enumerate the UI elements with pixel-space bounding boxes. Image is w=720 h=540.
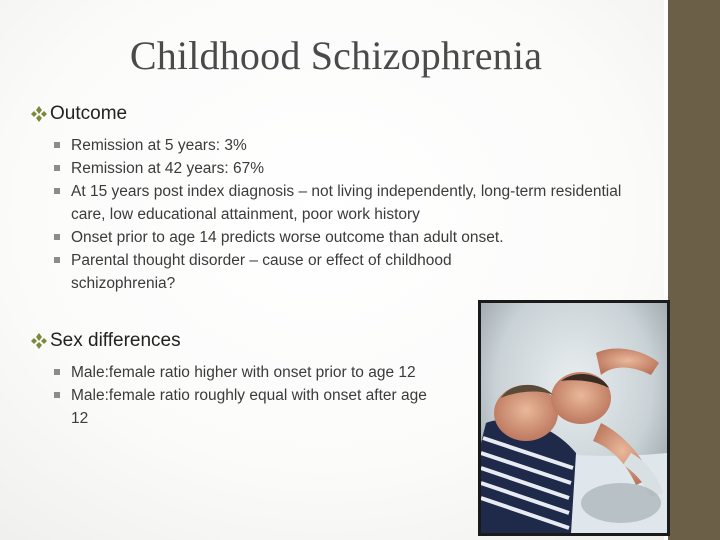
square-bullet-icon <box>54 392 60 398</box>
list-item-text: Male:female ratio higher with onset prior to age 12 <box>71 364 416 381</box>
outcome-list <box>54 134 654 295</box>
list-item-text: Onset prior to age 14 predicts worse outcome than adult onset. <box>71 229 504 246</box>
square-bullet-icon <box>54 234 60 240</box>
section-heading-label: Outcome <box>50 103 128 124</box>
square-bullet-icon <box>54 188 60 194</box>
square-bullet-icon <box>54 257 60 263</box>
diamond-cluster-icon <box>30 105 48 123</box>
list-item <box>54 226 654 249</box>
list-item-text: Remission at 5 years: 3% <box>71 137 247 154</box>
sex-differences-list <box>54 361 439 430</box>
list-item <box>54 157 654 180</box>
side-bar <box>668 0 720 540</box>
list-item <box>54 249 551 295</box>
square-bullet-icon <box>54 165 60 171</box>
slide-title: Childhood Schizophrenia <box>129 33 543 78</box>
square-bullet-icon <box>54 142 60 148</box>
photo-illustration <box>481 303 667 533</box>
section-heading-sex-differences <box>30 330 181 352</box>
list-item <box>54 180 641 226</box>
list-item <box>54 361 439 384</box>
list-item-text: Remission at 42 years: 67% <box>71 160 264 177</box>
section-heading-outcome <box>30 103 127 125</box>
list-item-text: Male:female ratio roughly equal with onset after age 12 <box>71 387 427 427</box>
diamond-cluster-icon <box>30 332 48 350</box>
list-item <box>54 134 654 157</box>
square-bullet-icon <box>54 369 60 375</box>
list-item-text: At 15 years post index diagnosis – not living independently, long-term residential care, low educational attainment, poor work history <box>71 183 622 223</box>
list-item <box>54 384 439 430</box>
list-item-text: Parental thought disorder – cause or effect of childhood schizophrenia? <box>71 252 452 292</box>
photo-image <box>478 300 670 536</box>
section-heading-label: Sex differences <box>50 330 181 351</box>
